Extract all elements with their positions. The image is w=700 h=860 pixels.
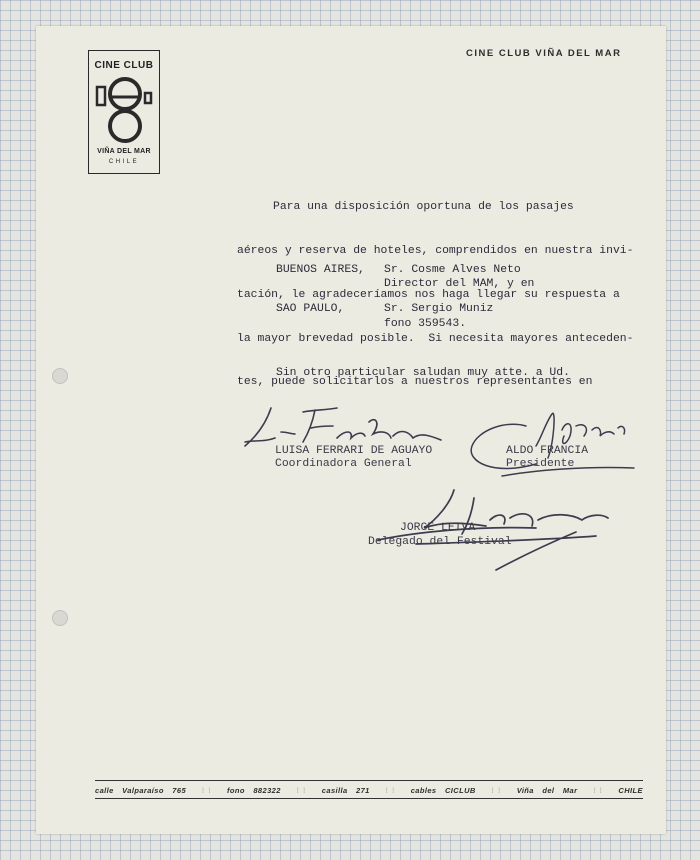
- closing-line: Sin otro particular saludan muy atte. a Ud.: [276, 367, 570, 379]
- signatory-title: Coordinadora General: [275, 458, 412, 470]
- logo-title: CINE CLUB: [94, 60, 154, 71]
- footer-cables: cables CICLUB: [410, 786, 476, 795]
- paragraph-line: la mayor brevedad posible. Si necesita mayores anteceden-: [237, 332, 634, 345]
- signatory-name: JORGE LEIVA: [400, 522, 476, 534]
- footer-separator: ⋮⋮: [591, 788, 605, 794]
- punch-hole: [52, 368, 68, 384]
- representative-name: Sr. Cosme Alves Neto: [384, 264, 521, 276]
- footer-separator: ⋮⋮: [294, 788, 308, 794]
- film-reel-icon: [93, 75, 157, 147]
- representative-name: Sr. Sergio Muniz: [384, 303, 494, 315]
- cine-club-logo: [88, 50, 160, 174]
- logo-country: CHILE: [108, 159, 140, 165]
- letter-paper: [36, 26, 666, 834]
- footer-city: Viña del Mar: [516, 786, 578, 795]
- body-paragraph: [237, 171, 634, 419]
- representative-detail: Director del MAM, y en: [384, 278, 535, 290]
- footer-separator: ⋮⋮: [200, 788, 213, 794]
- footer-bar: [95, 786, 643, 795]
- paragraph-line: tes, puede solicitarlos a nuestros representantes en: [237, 376, 593, 389]
- signatory-name: LUISA FERRARI DE AGUAYO: [275, 445, 433, 457]
- footer-separator: ⋮⋮: [489, 788, 503, 794]
- paragraph-line: aéreos y reserva de hoteles, comprendidos en nuestra invi-: [237, 244, 634, 257]
- representative-city: BUENOS AIRES,: [276, 264, 365, 276]
- signatory-title: Delegado del Festival: [368, 536, 512, 548]
- representative-city: SAO PAULO,: [276, 303, 345, 315]
- organization-header: CINE CLUB VIÑA DEL MAR: [466, 48, 622, 59]
- footer-country: CHILE: [618, 786, 643, 795]
- footer-phone: fono 882322: [227, 786, 281, 795]
- footer-rule-top: [95, 780, 643, 781]
- paragraph-line: Para una disposición oportuna de los pasajes: [273, 201, 574, 214]
- signatory-name: ALDO FRANCIA: [506, 445, 589, 457]
- footer-address: calle Valparaíso 765: [95, 786, 187, 795]
- logo-city: VIÑA DEL MAR: [97, 148, 151, 155]
- footer-pobox: casilla 271: [321, 786, 370, 795]
- footer-separator: ⋮⋮: [383, 788, 397, 794]
- signatory-title: Presidente: [506, 458, 575, 470]
- representative-detail: fono 359543.: [384, 318, 467, 330]
- paragraph-line: tación, le agradeceríamos nos haga llegar su respuesta a: [237, 288, 620, 301]
- punch-hole: [52, 610, 68, 626]
- footer-rule-bottom: [95, 798, 643, 799]
